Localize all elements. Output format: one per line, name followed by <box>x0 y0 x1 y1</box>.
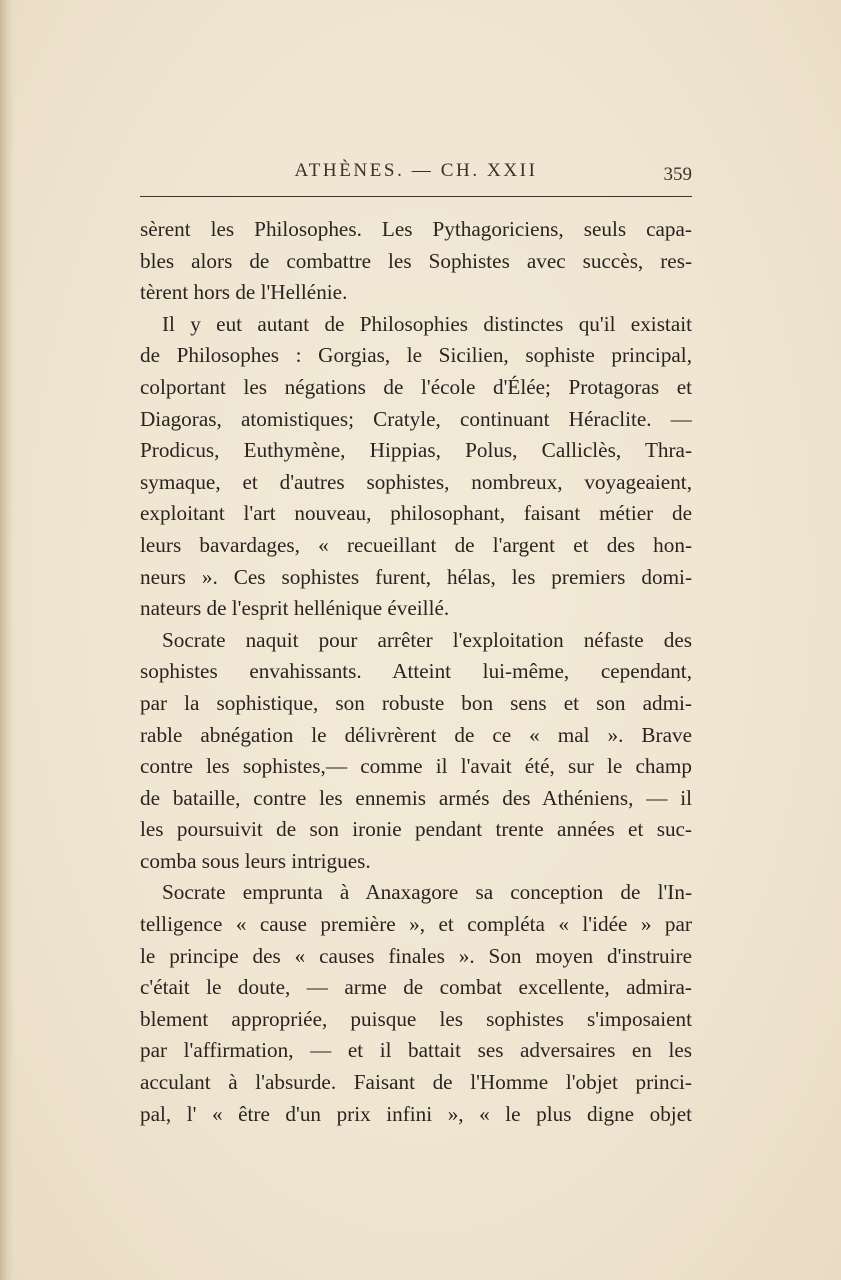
text-line: blement appropriée, puisque les sophistes s'imposaient <box>140 1006 692 1031</box>
text-line: symaque, et d'autres sophistes, nombreux, voyageaient, <box>140 469 692 494</box>
text-line: c'était le doute, — arme de combat excellente, admira- <box>140 975 692 1000</box>
text-line: les poursuivit de son ironie pendant trente années et suc- <box>140 817 692 842</box>
text-line: exploitant l'art nouveau, philosophant, faisant métier de <box>140 501 692 526</box>
text-line: par la sophistique, son robuste bon sens et son admi- <box>140 690 692 715</box>
text-line: tèrent hors de l'Hellénie. <box>140 280 348 305</box>
text-line: Diagoras, atomistiques; Cratyle, continuant Héraclite. — <box>140 406 692 431</box>
text-line: nateurs de l'esprit hellénique éveillé. <box>140 596 450 621</box>
text-line: comba sous leurs intrigues. <box>140 848 371 873</box>
text-line: contre les sophistes,— comme il l'avait été, sur le champ <box>140 754 692 779</box>
text-line: de Philosophes : Gorgias, le Sicilien, sophiste principal, <box>140 343 692 368</box>
text-line: Socrate naquit pour arrêter l'exploitation néfaste des <box>162 627 692 652</box>
header-rule <box>140 196 692 197</box>
text-line: de bataille, contre les ennemis armés des Athéniens, — il <box>140 785 692 810</box>
running-head <box>140 160 692 190</box>
text-line: par l'affirmation, — et il battait ses adversaires en les <box>140 1038 692 1063</box>
body-text <box>140 214 692 1130</box>
text-line: rable abnégation le délivrèrent de ce « mal ». Brave <box>140 722 692 747</box>
text-line: Socrate emprunta à Anaxagore sa conception de l'In- <box>162 880 692 905</box>
running-title: ATHÈNES. — CH. XXII <box>294 160 538 181</box>
text-line: bles alors de combattre les Sophistes avec succès, res- <box>140 248 692 273</box>
text-line: acculant à l'absurde. Faisant de l'Homme l'objet princi- <box>140 1070 692 1095</box>
text-line: leurs bavardages, « recueillant de l'argent et des hon- <box>140 532 692 557</box>
text-line: telligence « cause première », et compléta « l'idée » par <box>140 912 692 937</box>
text-line: sophistes envahissants. Atteint lui-même, cependant, <box>140 659 692 684</box>
page-number: 359 <box>663 164 692 185</box>
text-line: neurs ». Ces sophistes furent, hélas, les premiers domi- <box>140 564 692 589</box>
text-line: Prodicus, Euthymène, Hippias, Polus, Calliclès, Thra- <box>140 438 692 463</box>
text-line: sèrent les Philosophes. Les Pythagoriciens, seuls capa- <box>140 217 692 241</box>
text-line: Il y eut autant de Philosophies distinctes qu'il existait <box>162 311 692 336</box>
text-line: le principe des « causes finales ». Son moyen d'instruire <box>140 943 692 968</box>
page-edge-shadow <box>0 0 14 1280</box>
text-line: pal, l' « être d'un prix infini », « le plus digne objet <box>140 1101 692 1126</box>
text-line: colportant les négations de l'école d'Élée; Protagoras et <box>140 374 692 399</box>
